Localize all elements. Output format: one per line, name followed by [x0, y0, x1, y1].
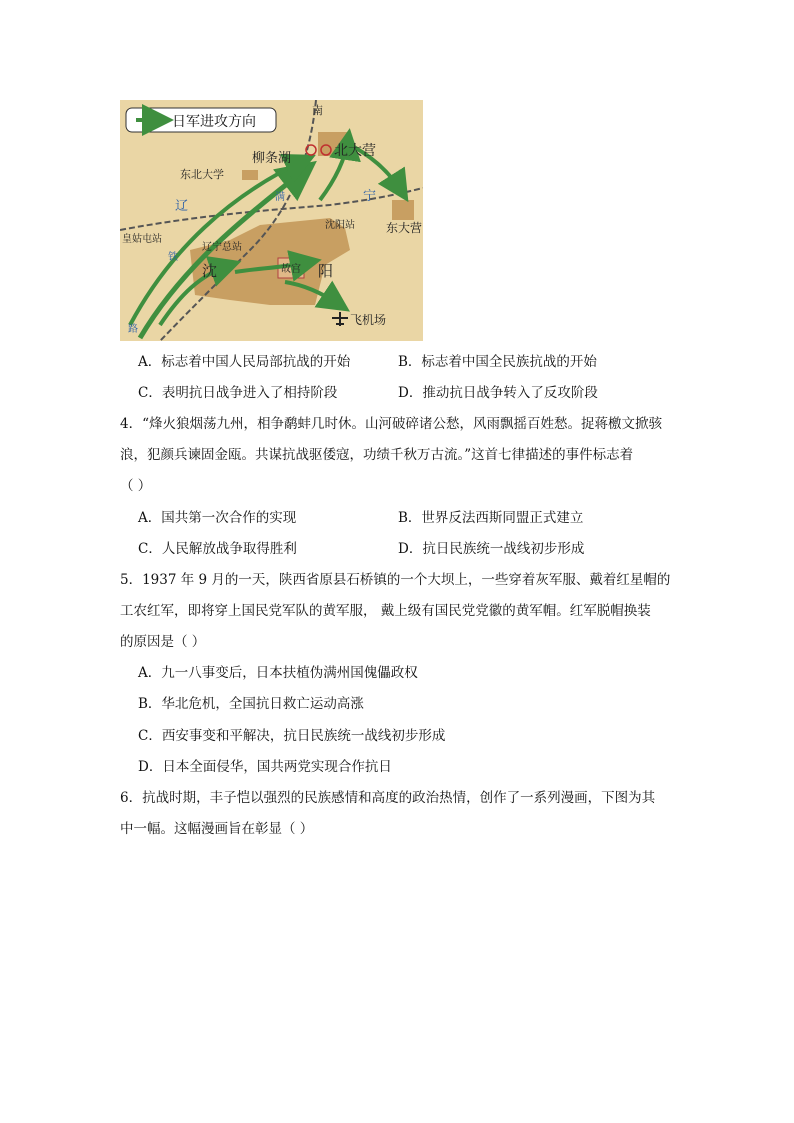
- q3-option-a: A．标志着中国人民局部抗战的开始: [138, 354, 351, 370]
- q6-stem-line: 中一幅。这幅漫画旨在彰显（ ）: [120, 821, 314, 837]
- q5-stem-line: 5．1937 年 9 月的一天，陕西省原县石桥镇的一个大坝上，一些穿着灰军服、戴着红星帽的: [120, 572, 671, 588]
- q5-option-a: A．九一八事变后，日本扶植伪满州国傀儡政权: [138, 665, 418, 681]
- q5-option-b: B．华北危机，全国抗日救亡运动高涨: [138, 696, 364, 712]
- q3-option-d: D．推动抗日战争转入了反攻阶段: [398, 385, 598, 401]
- q5-stem-line: 的原因是（ ）: [120, 634, 206, 650]
- label-palace: 故宫: [281, 264, 301, 275]
- label-airport: 飞机场: [350, 313, 387, 327]
- label-liao: 辽: [175, 198, 189, 213]
- dongbei-univ-area: [242, 170, 258, 180]
- label-liutiaohu: 柳条湖: [252, 150, 292, 165]
- q4-stem-line: 4．“烽火狼烟荡九州，相争鹬蚌几时休。山河破碎诸公愁，风雨飘摇百姓愁。捉蒋檄文掀骇: [120, 416, 662, 432]
- label-ning: 宁: [363, 188, 377, 203]
- label-yang: 阳: [318, 263, 334, 280]
- label-south: 南: [312, 105, 323, 117]
- q4-option-d: D．抗日民族统一战线初步形成: [398, 541, 585, 557]
- label-dongdaying: 东大营: [386, 221, 423, 235]
- label-huanggutun: 皇姑屯站: [122, 234, 162, 245]
- q5-option-c: C．西安事变和平解决，抗日民族统一战线初步形成: [138, 728, 446, 744]
- q3-option-b: B．标志着中国全民族抗战的开始: [398, 354, 597, 370]
- label-beidaying: 北大营: [334, 142, 376, 158]
- q3-option-c: C．表明抗日战争进入了相持阶段: [138, 385, 338, 401]
- q5-option-d: D．日本全面侵华，国共两党实现合作抗日: [138, 759, 392, 775]
- label-man: 满: [275, 192, 285, 203]
- q4-option-c: C．人民解放战争取得胜利: [138, 541, 297, 557]
- legend-label: 日军进攻方向: [172, 113, 256, 129]
- q4-stem-line: （ ）: [120, 478, 152, 494]
- label-shenyang-station: 沈阳站: [325, 220, 355, 231]
- label-dongbei-univ: 东北大学: [180, 169, 224, 181]
- q4-option-b: B．世界反法西斯同盟正式建立: [398, 510, 584, 526]
- q5-stem-line: 工农红军，即将穿上国民党军队的黄军服， 戴上级有国民党党徽的黄军帽。红军脱帽换装: [120, 603, 651, 619]
- q6-stem-line: 6．抗战时期，丰子恺以强烈的民族感情和高度的政治热情，创作了一系列漫画，下图为其: [120, 790, 656, 806]
- map-figure: [120, 100, 423, 341]
- label-lu: 路: [128, 324, 138, 335]
- q4-stem-line: 浪，犯颜兵谏固金瓯。共谋抗战驱倭寇，功绩千秋万古流。”这首七律描述的事件标志着: [120, 447, 634, 463]
- dongdaying-area: [392, 200, 414, 220]
- q4-option-a: A．国共第一次合作的实现: [138, 510, 297, 526]
- label-shen: 沈: [202, 263, 218, 280]
- label-tie: 铁: [168, 252, 178, 263]
- label-liaoning-station: 辽宁总站: [202, 242, 242, 253]
